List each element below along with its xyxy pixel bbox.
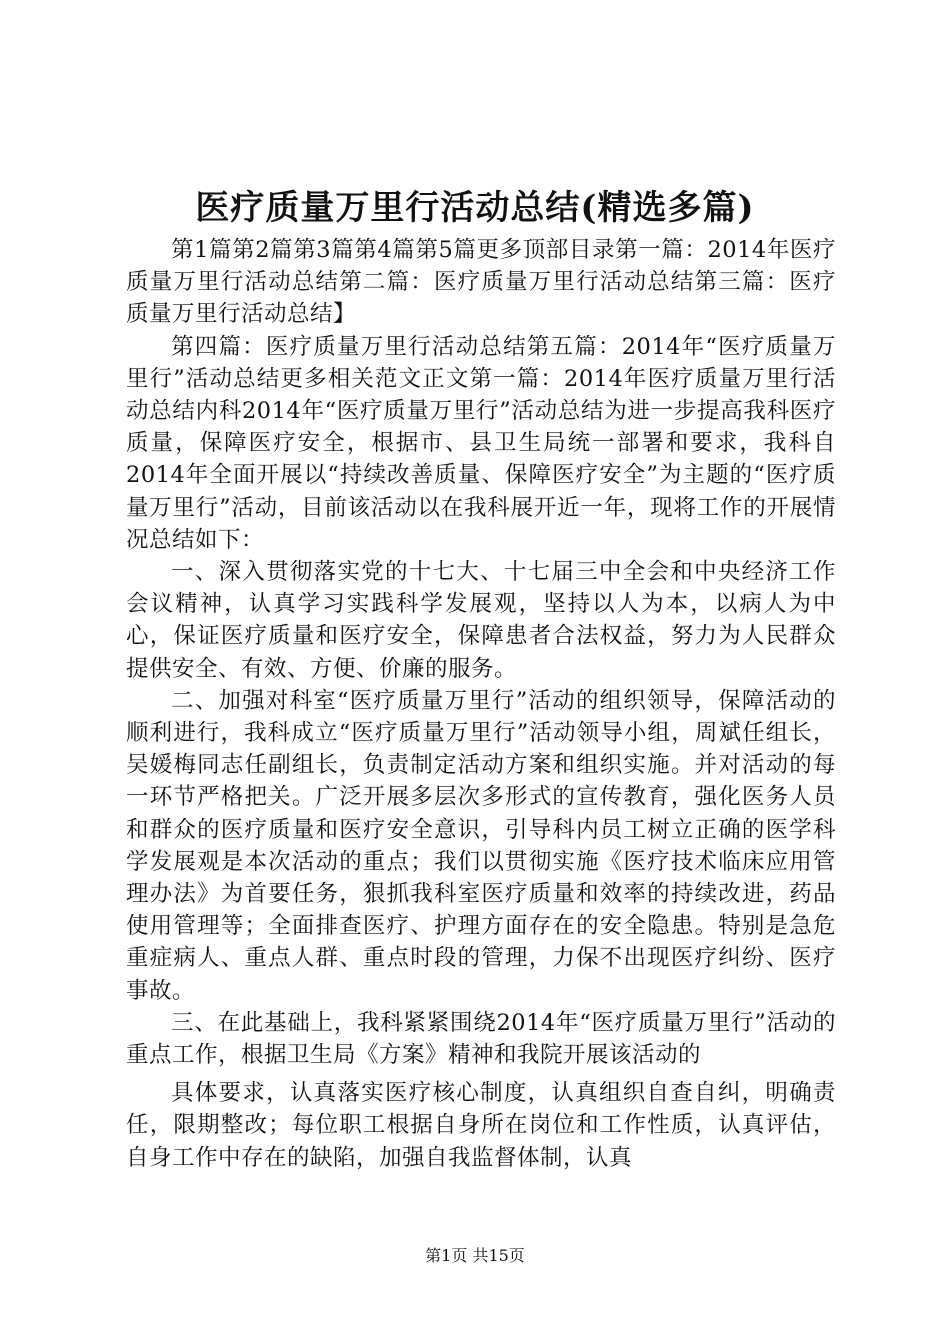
page-number-footer: 第1页 共15页 xyxy=(425,1246,525,1265)
paragraph-section-two: 二、加强对科室“医疗质量万里行”活动的组织领导，保障活动的顺利进行，我科成立“医疗质量万里行”活动领导小组，周斌任组长，吴媛梅同志任副组长，负责制定活动方案和组织实施。并对活动的每一环节严格把关。广泛开展多层次多形式的宣传教育，强化医务人员和群众的医疗质量和医疗安全意识，引导科内员工树立正确的医学科学发展观是本次活动的重点；我们以贯彻实施《医疗技术临床应用管理办法》为首要任务，狠抓我科室医疗质量和效率的持续改进，药品使用管理等；全面排查医疗、护理方面存在的安全隐患。特别是急危重症病人、重点人群、重点时段的管理，力保不出现医疗纠纷、医疗事故。 xyxy=(126,687,836,1004)
paragraph-requirements: 具体要求，认真落实医疗核心制度，认真组织自查自纠，明确责任，限期整改；每位职工根据自身所在岗位和工作性质，认真评估，自身工作中存在的缺陷，加强自我监督体制，认真 xyxy=(126,1080,836,1171)
paragraph-section-one: 一、深入贯彻落实党的十七大、十七届三中全会和中央经济工作会议精神，认真学习实践科学发展观，坚持以人为本，以病人为中心，保证医疗质量和医疗安全，保障患者合法权益，努力为人民群众提供安全、有效、方便、价廉的服务。 xyxy=(126,559,836,682)
document-title: 医疗质量万里行活动总结(精选多篇) xyxy=(195,188,755,228)
paragraph-section-three: 三、在此基础上，我科紧紧围绕2014年“医疗质量万里行”活动的重点工作，根据卫生局《方案》精神和我院开展该活动的 xyxy=(126,1009,836,1069)
paragraph-introduction: 第四篇：医疗质量万里行活动总结第五篇：2014年“医疗质量万里行”活动总结更多相关范文正文第一篇：2014年医疗质量万里行活动总结内科2014年“医疗质量万里行”活动总结为进一步提高我科医疗质量，保障医疗安全，根据市、县卫生局统一部署和要求，我科自2014年全面开展以“持续改善质量、保障医疗安全”为主题的“医疗质量万里行”活动，目前该活动以在我科展开近一年，现将工作的开展情况总结如下： xyxy=(126,333,836,553)
paragraph-table-of-contents: 第1篇第2篇第3篇第4篇第5篇更多顶部目录第一篇：2014年医疗质量万里行活动总结第二篇：医疗质量万里行活动总结第三篇：医疗质量万里行活动总结】 xyxy=(126,237,836,328)
document-body xyxy=(126,234,836,1174)
